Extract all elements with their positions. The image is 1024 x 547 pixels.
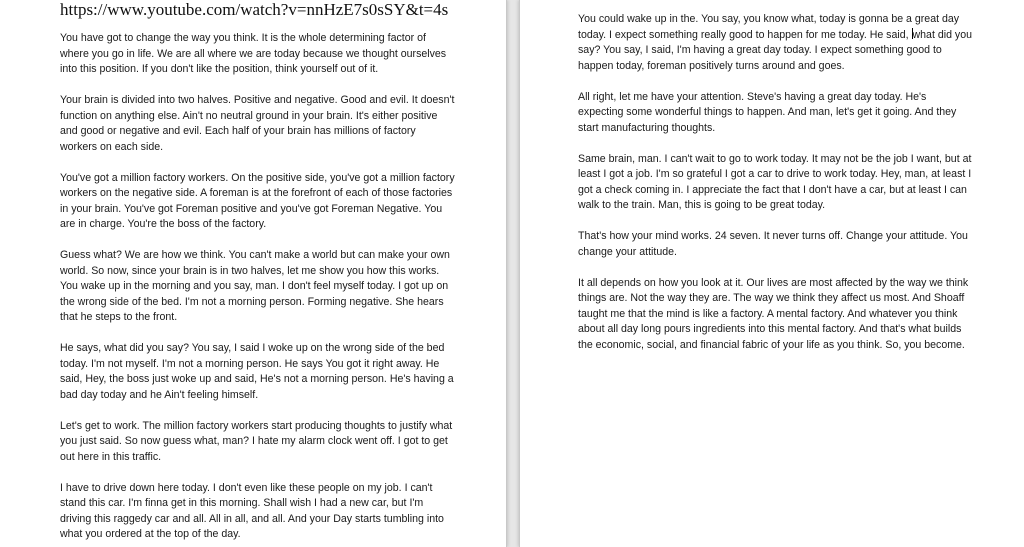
paragraph: You've got a million factory workers. On the positive side, you've got a million factory workers on the negative side. A foreman is at the forefront of each of those factories in your brain. You've got Foreman positive and you've got Foreman Negative. You are in charge. You're the boss of the factory. bbox=[60, 171, 455, 230]
paragraph bbox=[578, 12, 973, 74]
paragraph-text-before-cursor: You could wake up in the. You say, you know what, today is gonna be a great day today. I expect something really good to happen for me today. He said, bbox=[578, 13, 960, 41]
left-page-body[interactable] bbox=[60, 31, 455, 547]
right-page-body[interactable] bbox=[578, 12, 973, 369]
document-page-right[interactable] bbox=[519, 0, 1024, 547]
paragraph: Same brain, man. I can't wait to go to work today. It may not be the job I want, but at least I got a job. I'm so grateful I got a car to drive to work today. Hey, man, at least I got a check coming in. I appreciate the fact that I don't have a car, but at least I can walk to the train. Man, this is going to be great today. bbox=[578, 152, 972, 211]
paragraph: I have to drive down here today. I don't even like these people on my job. I can't stand this car. I'm finna get in this morning. Shall wish I had a new car, but I'm driving this raggedy car and all. All in all, and all. And your Day starts tumbling into what you ordered at the top of the day. bbox=[60, 481, 444, 540]
paragraph: It all depends on how you look at it. Our lives are most affected by the way we think things are. Not the way they are. The way we think they affect us most. And Shoaff taught me that the mind is like a factory. A mental factory. And whatever you think about all day long pours ingredients into this mental factory. And that's what builds the economic, social, and financial fabric of your life as you think. So, you become. bbox=[578, 276, 969, 351]
paragraph: He says, what did you say? You say, I said I woke up on the wrong side of the bed today. I'm not myself. I'm not a morning person. He says You got it right away. He said, Hey, the boss just woke up and said, He's not a morning person. He's having a bad day today and he Ain't feeling himself. bbox=[60, 342, 454, 401]
paragraph: All right, let me have your attention. Steve's having a great day today. He's expecting some wonderful things to happen. And man, let's get it going. And they start manufacturing thoughts. bbox=[578, 90, 957, 134]
youtube-url[interactable]: https://www.youtube.com/watch?v=nnHzE7s0sSY&t=4s bbox=[60, 0, 449, 19]
document-page-left[interactable] bbox=[0, 0, 507, 547]
paragraph: Let's get to work. The million factory workers start producing thoughts to justify what you just said. So now guess what, man? I hate my alarm clock went off. I got to get out here in this traffic. bbox=[60, 419, 453, 463]
paragraph-text-after-cursor: what did you say? You say, I said, I'm having a great day today. I expect something good to happen today, foreman positively turns around and goes. bbox=[578, 28, 972, 72]
paragraph: Your brain is divided into two halves. Positive and negative. Good and evil. It doesn't function on anything else. Ain't no neutral ground in your brain. It's either positive and good or negative and evil. Each half of your brain has millions of factory workers on each side. bbox=[60, 94, 455, 153]
paragraph: You have got to change the way you think. It is the whole determining factor of where you go in life. We are all where we are today because we thought ourselves into this position. If you don't like the position, think yourself out of it. bbox=[60, 32, 447, 75]
paragraph: That's how your mind works. 24 seven. It never turns off. Change your attitude. You change your attitude. bbox=[578, 230, 968, 258]
paragraph: Guess what? We are how we think. You can't make a world but can make your own world. So now, since your brain is in two halves, let me show you how this works. You wake up in the morning and you say, man. I don't feel myself today. I got up on the wrong side of the bed. I'm not a morning person. Forming negative. She hears that he steps to the front. bbox=[60, 249, 450, 323]
